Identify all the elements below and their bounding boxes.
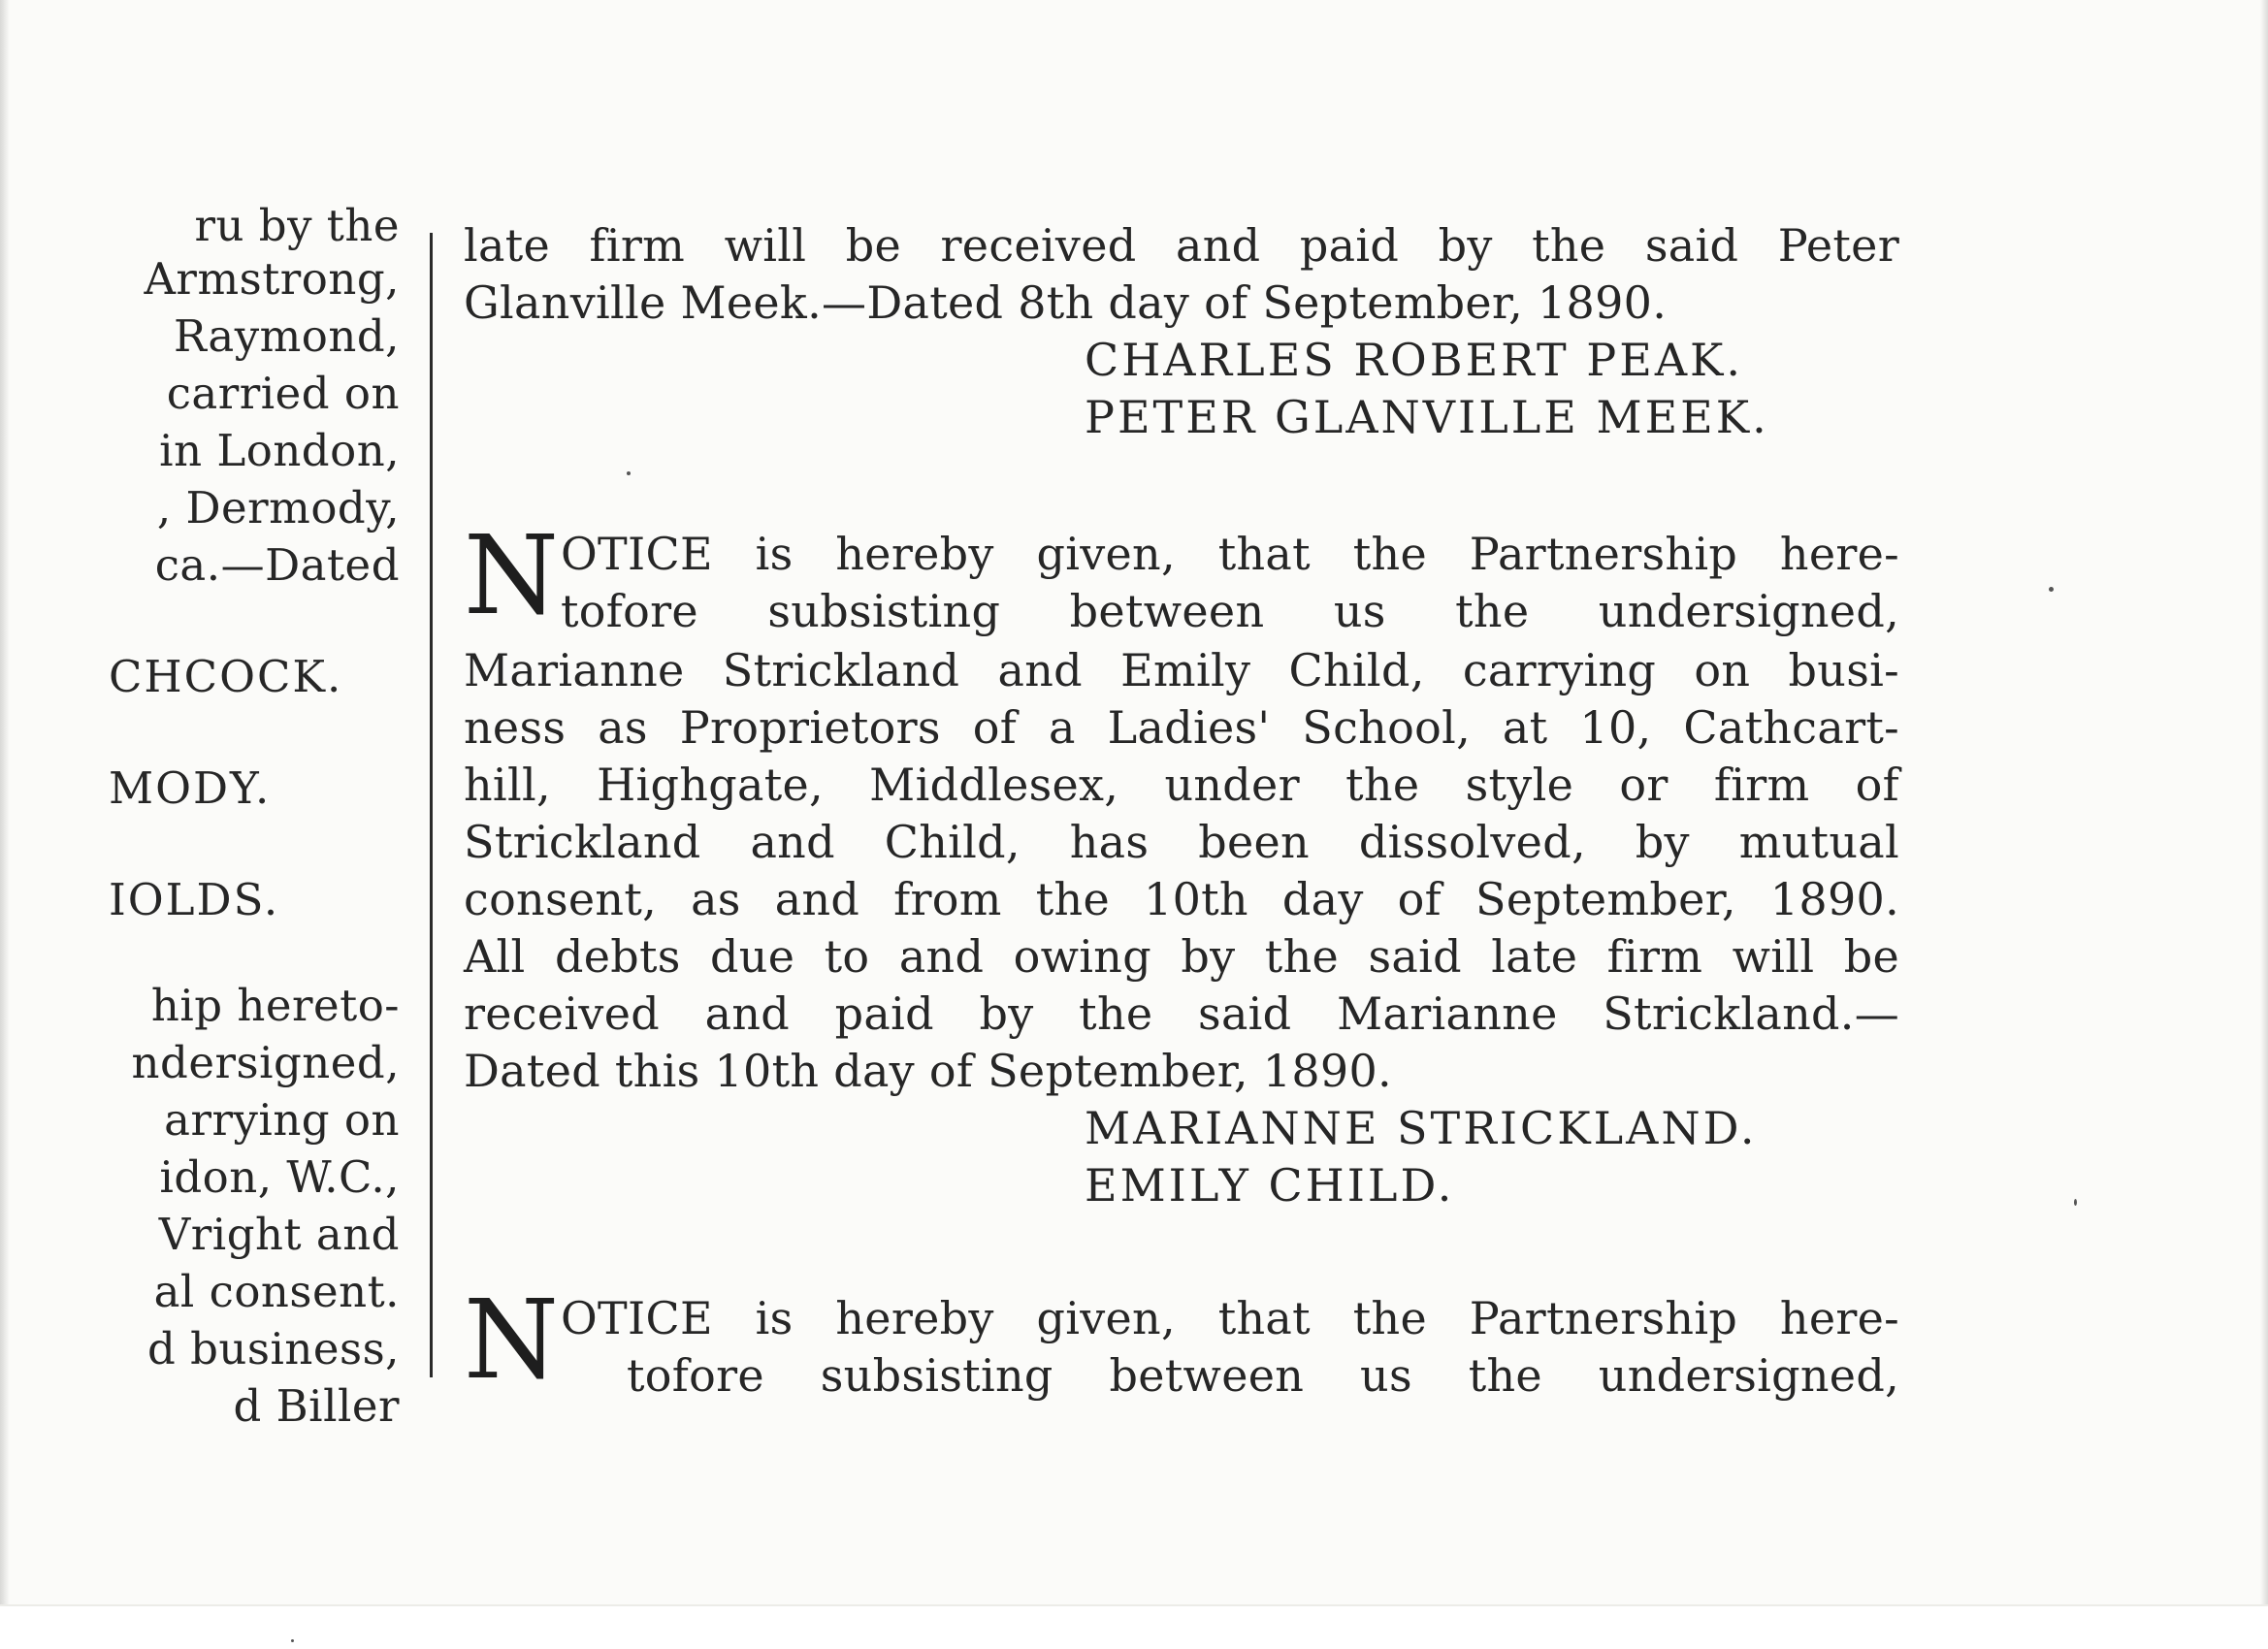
notice-partial bbox=[464, 1277, 1899, 1405]
left-line: Vright and bbox=[158, 1209, 400, 1260]
notice-line: Marianne Strickland and Emily Child, carrying on busi- bbox=[464, 644, 1899, 696]
scan-edge-right bbox=[2260, 0, 2268, 1606]
column-divider-rule bbox=[430, 233, 433, 1377]
left-line: Raymond, bbox=[173, 310, 400, 362]
notice-line: OTICE is hereby given, that the Partnership here- bbox=[561, 1292, 1899, 1344]
scan-speck bbox=[291, 1639, 294, 1642]
notice-line: Strickland and Child, has been dissolved, by mutual bbox=[464, 816, 1899, 868]
signature-line: CHARLES ROBERT PEAK. bbox=[1085, 334, 1744, 386]
left-line: idon, W.C., bbox=[159, 1151, 400, 1203]
left-line: al consent. bbox=[153, 1266, 400, 1317]
left-line: ca.—Dated bbox=[154, 539, 400, 591]
left-line: in London, bbox=[159, 425, 400, 476]
notice-line: Dated this 10th day of September, 1890. bbox=[464, 1045, 1392, 1097]
notice-line: hill, Highgate, Middlesex, under the style or firm of bbox=[464, 759, 1899, 811]
drop-cap: N bbox=[464, 513, 560, 639]
notice-line: All debts due to and owing by the said late firm will be bbox=[464, 930, 1899, 983]
left-line: Armstrong, bbox=[144, 253, 400, 305]
drop-cap: N bbox=[464, 1277, 560, 1404]
left-line: , Dermody, bbox=[156, 482, 400, 534]
left-line: carried on bbox=[166, 368, 400, 419]
scan-speck bbox=[627, 471, 631, 475]
left-column-fragment bbox=[109, 200, 400, 1432]
notice-peak-meek bbox=[464, 217, 1899, 446]
notice-line: tofore subsisting between us the undersigned, bbox=[561, 585, 1899, 637]
scan-speck bbox=[2074, 1199, 2077, 1206]
signature-line: MARIANNE STRICKLAND. bbox=[1085, 1102, 1758, 1154]
main-column bbox=[464, 217, 1899, 1406]
notice-line: received and paid by the said Marianne Strickland.— bbox=[464, 987, 1899, 1040]
signature-line: EMILY CHILD. bbox=[1085, 1159, 1455, 1212]
notice-line: OTICE is hereby given, that the Partnership here- bbox=[561, 528, 1899, 580]
scan-edge-bottom bbox=[0, 1604, 2268, 1649]
notice-line: tofore subsisting between us the undersigned, bbox=[627, 1349, 1899, 1402]
left-line: hip hereto- bbox=[150, 980, 400, 1031]
left-line: ndersigned, bbox=[131, 1037, 400, 1088]
signature-line: PETER GLANVILLE MEEK. bbox=[1085, 391, 1769, 443]
left-line: ru by the bbox=[194, 200, 400, 251]
left-line: d Biller bbox=[233, 1380, 400, 1432]
notice-strickland-child bbox=[464, 513, 1899, 1214]
notice-line: consent, as and from the 10th day of September, 1890. bbox=[464, 873, 1899, 925]
left-line: MODY. bbox=[109, 762, 272, 814]
left-line: CHCOCK. bbox=[109, 651, 343, 702]
scan-edge-left bbox=[0, 0, 10, 1649]
notice-line: ness as Proprietors of a Ladies' School, at 10, Cathcart- bbox=[464, 701, 1899, 754]
scan-speck bbox=[2049, 587, 2054, 592]
left-line: d business, bbox=[147, 1323, 400, 1374]
left-line: arrying on bbox=[164, 1094, 400, 1146]
left-line: IOLDS. bbox=[109, 874, 280, 925]
notice-line: Glanville Meek.—Dated 8th day of September, 1890. bbox=[464, 276, 1668, 329]
notice-line: late firm will be received and paid by the said Peter bbox=[464, 219, 1899, 272]
